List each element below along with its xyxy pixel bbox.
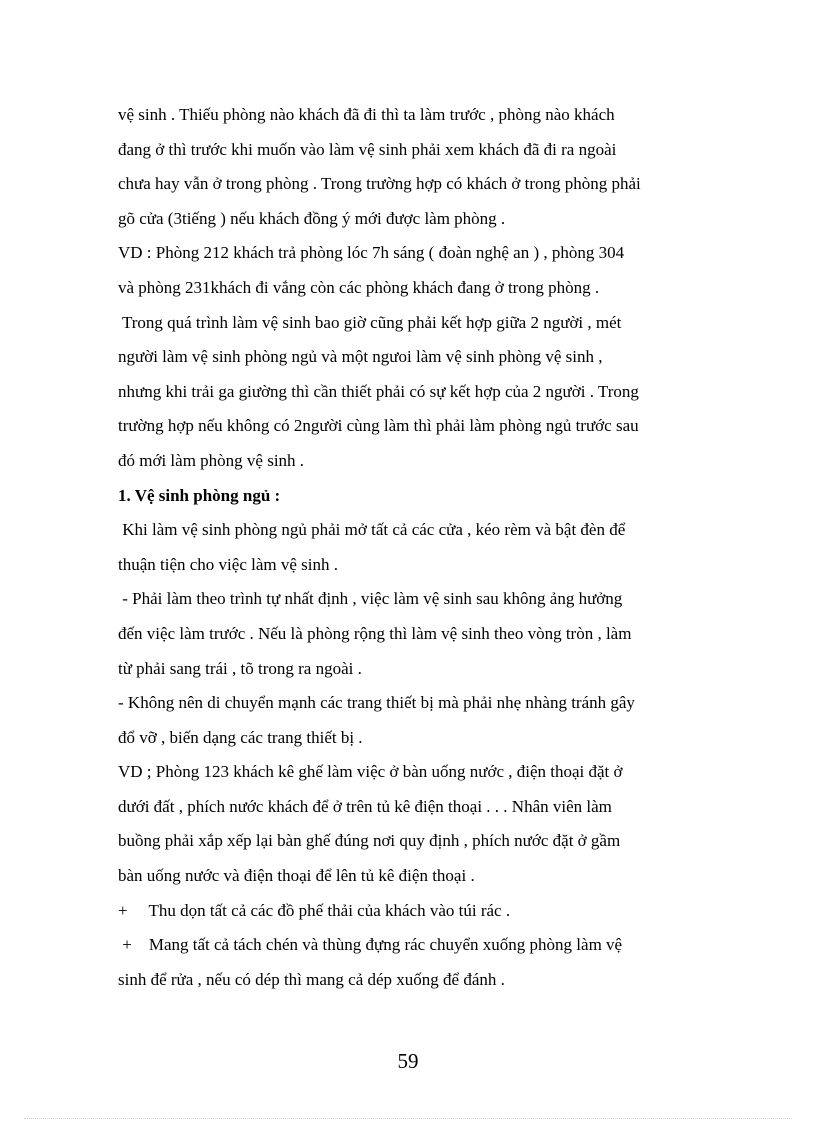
text-line: vệ sinh . Thiếu phòng nào khách đã đi thì ta làm trước , phòng nào khách — [118, 105, 615, 124]
text-line: dưới đất , phích nước khách để ở trên tủ kê điện thoại . . . Nhân viên làm — [118, 796, 612, 816]
text-line: chưa hay vẫn ở trong phòng . Trong trường hợp có khách ở trong phòng phải — [118, 174, 641, 194]
text-line: Khi làm vệ sinh phòng ngủ phải mở tất cả các cửa , kéo rèm và bật đèn để — [118, 520, 626, 540]
text-line: từ phải sang trái , tõ trong ra ngoài . — [118, 658, 362, 678]
section-heading: 1. Vệ sinh phòng ngủ : — [118, 485, 281, 505]
page-number: 59 — [397, 1049, 419, 1073]
text-line: người làm vệ sinh phòng ngủ và một ngưoi làm vệ sinh phòng vệ sinh , — [118, 347, 603, 367]
text-line: - Không nên di chuyển mạnh các trang thiết bị mà phải nhẹ nhàng tránh gây — [118, 693, 635, 713]
text-line: nhưng khi trải ga giường thì cần thiết phải có sự kết hợp của 2 người . Trong — [118, 381, 639, 401]
text-line: đổ vỡ , biến dạng các trang thiết bị . — [118, 727, 363, 747]
text-line: + Mang tất cả tách chén và thùng đựng rác chuyển xuống phòng làm vệ — [118, 935, 623, 955]
text-line: đến việc làm trước . Nếu là phòng rộng thì làm vệ sinh theo vòng tròn , làm — [118, 623, 632, 643]
text-line: bàn uống nước và điện thoại để lên tủ kê điện thoại . — [118, 866, 475, 886]
text-line: và phòng 231khách đi vắng còn các phòng khách đang ở trong phòng . — [118, 277, 600, 297]
document-body — [118, 98, 698, 997]
text-line: đó mới làm phòng vệ sinh . — [118, 450, 305, 470]
text-line: Trong quá trình làm vệ sinh bao giờ cũng phải kết hợp giữa 2 người , mét — [118, 312, 622, 332]
text-line: buồng phải xắp xếp lại bàn ghế đúng nơi quy định , phích nước đặt ở gầm — [118, 831, 621, 851]
text-line: sinh để rửa , nếu có dép thì mang cả dép xuống để đánh . — [118, 969, 505, 989]
text-line: trường hợp nếu không có 2người cùng làm thì phải làm phòng ngủ trước sau — [118, 416, 639, 436]
text-line: thuận tiện cho việc làm vệ sinh . — [118, 554, 338, 574]
text-line: VD ; Phòng 123 khách kê ghế làm việc ở bàn uống nước , điện thoại đặt ở — [118, 762, 623, 782]
text-line: - Phải làm theo trình tự nhất định , việc làm vệ sinh sau không ảng hưởng — [118, 589, 623, 609]
footer-divider — [24, 1118, 792, 1119]
text-line: gõ cửa (3tiếng ) nếu khách đồng ý mới được làm phòng . — [118, 208, 506, 228]
text-line: + Thu dọn tất cả các đồ phế thải của khách vào túi rác . — [118, 900, 511, 920]
text-line: đang ở thì trước khi muốn vào làm vệ sinh phải xem khách đã đi ra ngoài — [118, 139, 617, 159]
text-line: VD : Phòng 212 khách trả phòng lóc 7h sáng ( đoàn nghệ an ) , phòng 304 — [118, 243, 625, 263]
